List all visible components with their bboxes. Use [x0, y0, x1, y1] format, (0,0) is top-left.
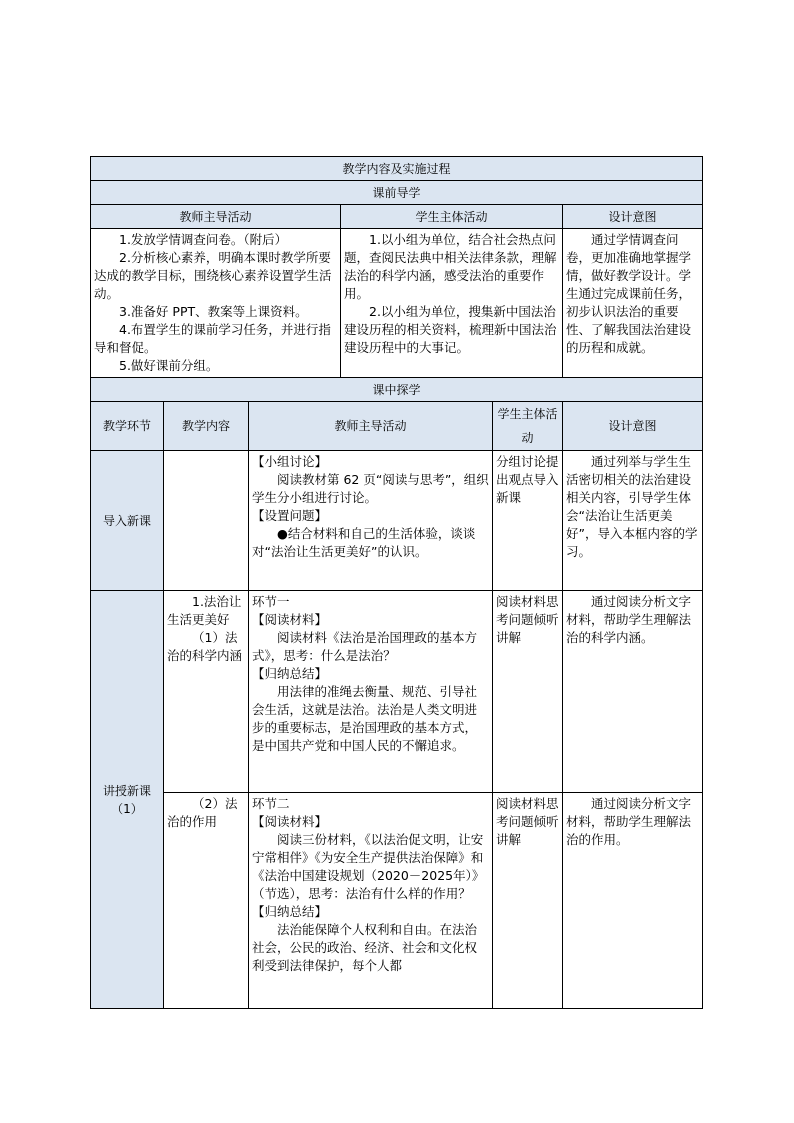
reading-text: 阅读材料《法治是治国理政的基本方式》，思考：什么是法治？ [252, 630, 478, 663]
pre-header-student: 学生主体活动 [341, 205, 563, 229]
section-pre-title: 课前导学 [91, 181, 703, 205]
lecture-design-intent-2 [563, 793, 703, 1009]
intro-teacher-activity [249, 451, 493, 591]
lesson-plan [90, 156, 702, 1009]
reading-text: 阅读三份材料，《以法治促文明，让安宁常相伴》《为安全生产提供法治保障》和《法治中国建设规划（2020－2025年）》（节选），思考：法治有什么样的作用？ [252, 832, 485, 901]
lecture-teacher-activity-2 [249, 793, 493, 1009]
pre-teacher-activities [91, 229, 341, 378]
discussion-text: 阅读教材第 62 页“阅读与思考”，组织学生分小组进行讨论。 [252, 472, 489, 505]
lecture-content-1 [164, 591, 249, 793]
mid-header-stage: 教学环节 [91, 402, 164, 451]
intro-design-intent [563, 451, 703, 591]
list-item: 1.发放学情调查问卷。（附后） [119, 232, 288, 247]
lecture-design-intent-1 [563, 591, 703, 793]
content-subtopic: （1）法治的科学内涵 [167, 630, 243, 663]
summary-text: 法治能保障个人权利和自由。在法治社会，公民的政治、经济、社会和文化权利受到法律保护，每个人都 [252, 922, 478, 973]
stage-lecture-number: （1） [111, 801, 143, 816]
list-item: 2.分析核心素养，明确本课时教学所要达成的教学目标，围绕核心素养设置学生活动。 [94, 250, 332, 301]
list-item: 2.以小组为单位，搜集新中国法治建设历程的相关资料，梳理新中国法治建设历程中的大事记。 [344, 304, 557, 355]
intro-student-activity: 分组讨论提出观点导入新课 [493, 451, 563, 591]
summary-tag: 【归纳总结】 [252, 666, 328, 681]
intent-text: 通过列举与学生生活密切相关的法治建设相关内容，引导学生体会“法治让生活更美好”，导入本框内容的学习。 [566, 454, 698, 559]
intent-text: 通过阅读分析文字材料，帮助学生理解法治的作用。 [566, 796, 692, 847]
mid-header-intent: 设计意图 [563, 402, 703, 451]
mid-header-student: 学生主体活动 [493, 402, 563, 451]
discussion-tag: 【小组讨论】 [252, 454, 328, 469]
intent-text: 通过阅读分析文字材料，帮助学生理解法治的科学内涵。 [566, 594, 692, 645]
stage-lecture [91, 591, 164, 1009]
stage-lecture-label: 讲授新课 [102, 783, 151, 798]
list-item: 3.准备好 PPT、教案等上课资料。 [119, 304, 308, 319]
intro-content [164, 451, 249, 591]
table-title: 教学内容及实施过程 [91, 157, 703, 181]
mid-header-content: 教学内容 [164, 402, 249, 451]
pre-header-teacher: 教师主导活动 [91, 205, 341, 229]
list-item: 5.做好课前分组。 [119, 358, 219, 373]
lecture-content-2 [164, 793, 249, 1009]
reading-tag: 【阅读材料】 [252, 814, 328, 829]
lesson-table [90, 156, 703, 1009]
pre-header-intent: 设计意图 [563, 205, 703, 229]
pre-design-intent [563, 229, 703, 378]
question-text: ●结合材料和自己的生活体验，谈谈对“法治让生活更美好”的认识。 [252, 526, 476, 559]
lecture-student-activity-1: 阅读材料思考问题倾听讲解 [493, 591, 563, 793]
pre-student-activities [341, 229, 563, 378]
summary-text: 用法律的准绳去衡量、规范、引导社会生活，这就是法治。法治是人类文明进步的重要标志，是治国理政的基本方式，是中国共产党和中国人民的不懈追求。 [252, 684, 478, 753]
section-mid-title: 课中探学 [91, 378, 703, 402]
link-label: 环节二 [252, 796, 290, 811]
content-subtopic: （2）法治的作用 [167, 796, 238, 829]
question-tag: 【设置问题】 [252, 508, 328, 523]
reading-tag: 【阅读材料】 [252, 612, 328, 627]
content-topic: 1.法治让生活更美好 [167, 594, 242, 627]
list-item: 4.布置学生的课前学习任务，并进行指导和督促。 [94, 322, 331, 355]
list-item: 1.以小组为单位，结合社会热点问题，查阅民法典中相关法律条款，理解法治的科学内涵，感受法治的重要作用。 [344, 232, 557, 301]
intent-text: 通过学情调查问卷，更加准确地掌握学情，做好教学设计。学生通过完成课前任务，初步认识法治的重要性、了解我国法治建设的历程和成就。 [566, 232, 692, 355]
mid-header-teacher: 教师主导活动 [249, 402, 493, 451]
link-label: 环节一 [252, 594, 290, 609]
lecture-teacher-activity-1 [249, 591, 493, 793]
lecture-student-activity-2: 阅读材料思考问题倾听讲解 [493, 793, 563, 1009]
summary-tag: 【归纳总结】 [252, 904, 328, 919]
stage-intro: 导入新课 [91, 451, 164, 591]
